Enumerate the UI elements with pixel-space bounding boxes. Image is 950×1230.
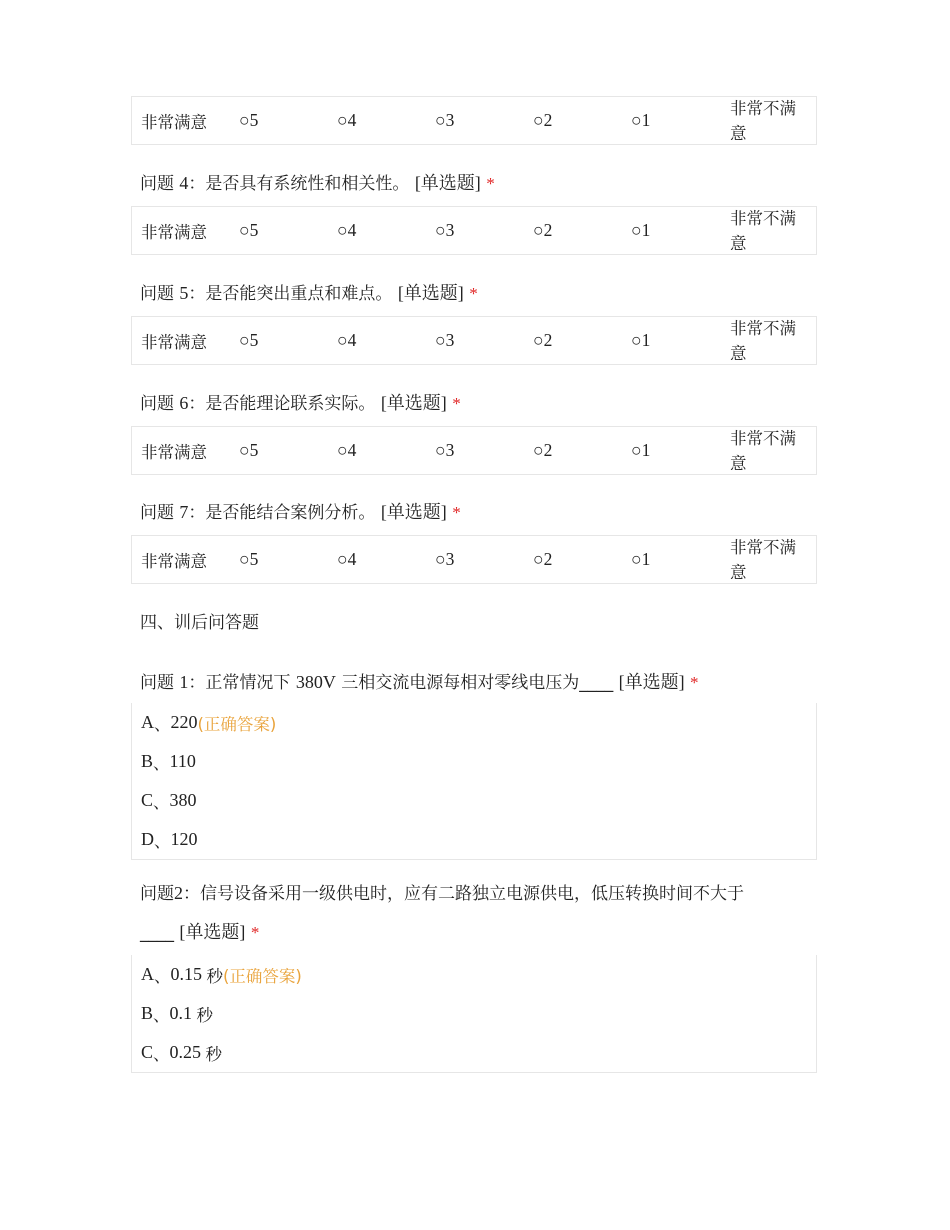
scale-right-label — [730, 317, 812, 364]
rating-scale-row — [131, 535, 817, 584]
rating-option-2[interactable]: ○2 — [533, 330, 553, 350]
scale-right-label — [730, 427, 812, 474]
rating-option-1[interactable]: ○1 — [631, 549, 651, 569]
rating-option-4[interactable]: ○4 — [337, 440, 357, 460]
option-a[interactable]: A 、 220 (正确答案) — [141, 712, 277, 734]
required-marker: * — [452, 394, 461, 413]
required-marker: * — [690, 673, 699, 692]
scale-right-label-line2: 意 — [730, 453, 747, 473]
question-7-title: 问题 7：是否能结合案例分析。 [单选题] * — [140, 502, 461, 523]
correct-answer-note: (正确答案) — [197, 714, 277, 734]
scale-right-label-line1: 非常不满 — [730, 318, 796, 338]
post-question-1-title: 问题 1：正常情况下 380V 三相交流电源每相对零线电压为____ [单选题] * — [140, 672, 699, 693]
rating-option-5[interactable]: ○5 — [239, 110, 259, 130]
scale-right-label — [730, 536, 812, 583]
post-question-2-title: 问题2：信号设备采用一级供电时，应有二路独立电源供电，低压转换时间不大于 ____ [单选题] * — [140, 883, 744, 943]
question-5-title: 问题 5：是否能突出重点和难点。 [单选题] * — [140, 283, 478, 304]
required-marker: * — [452, 503, 461, 522]
question-4-title: 问题 4：是否具有系统性和相关性。 [单选题] * — [140, 173, 495, 194]
rating-option-1[interactable]: ○1 — [631, 220, 651, 240]
rating-option-1[interactable]: ○1 — [631, 440, 651, 460]
rating-option-2[interactable]: ○2 — [533, 440, 553, 460]
scale-left-label: 非常满意 — [141, 222, 207, 242]
scale-right-label-line1: 非常不满 — [730, 537, 796, 557]
rating-option-4[interactable]: ○4 — [337, 330, 357, 350]
rating-scale-row — [131, 426, 817, 475]
option-b[interactable]: B 、 0.1 秒 — [141, 1003, 214, 1025]
rating-option-3[interactable]: ○3 — [435, 440, 455, 460]
rating-option-5[interactable]: ○5 — [239, 440, 259, 460]
rating-option-1[interactable]: ○1 — [631, 330, 651, 350]
scale-right-label-line1: 非常不满 — [730, 428, 796, 448]
rating-option-4[interactable]: ○4 — [337, 549, 357, 569]
rating-option-3[interactable]: ○3 — [435, 110, 455, 130]
rating-option-2[interactable]: ○2 — [533, 549, 553, 569]
scale-right-label — [730, 207, 812, 254]
scale-right-label-line2: 意 — [730, 233, 747, 253]
section-title: 四、训后问答题 — [140, 613, 259, 633]
scale-left-label: 非常满意 — [141, 551, 207, 571]
scale-left-label: 非常满意 — [141, 332, 207, 352]
rating-scale-row — [131, 316, 817, 365]
question-6-title: 问题 6：是否能理论联系实际。 [单选题] * — [140, 393, 461, 414]
scale-right-label — [730, 97, 812, 144]
scale-left-label: 非常满意 — [141, 442, 207, 462]
rating-option-5[interactable]: ○5 — [239, 220, 259, 240]
option-c[interactable]: C 、 380 — [141, 790, 197, 812]
rating-scale-row — [131, 96, 817, 145]
post-question-1-options — [131, 703, 817, 860]
rating-option-2[interactable]: ○2 — [533, 220, 553, 240]
rating-option-1[interactable]: ○1 — [631, 110, 651, 130]
scale-right-label-line1: 非常不满 — [730, 208, 796, 228]
scale-right-label-line2: 意 — [730, 562, 747, 582]
scale-left-label: 非常满意 — [141, 112, 207, 132]
option-c[interactable]: C 、 0.25 秒 — [141, 1042, 223, 1064]
post-question-2-options — [131, 955, 817, 1073]
rating-option-4[interactable]: ○4 — [337, 220, 357, 240]
option-a[interactable]: A 、 0.15 秒 (正确答案) — [141, 964, 302, 986]
scale-right-label-line1: 非常不满 — [730, 98, 796, 118]
rating-option-3[interactable]: ○3 — [435, 549, 455, 569]
scale-right-label-line2: 意 — [730, 123, 747, 143]
required-marker: * — [486, 174, 495, 193]
required-marker: * — [469, 284, 478, 303]
rating-option-3[interactable]: ○3 — [435, 220, 455, 240]
option-d[interactable]: D 、 120 — [141, 829, 198, 851]
correct-answer-note: (正确答案) — [223, 966, 302, 986]
option-b[interactable]: B 、 110 — [141, 751, 196, 773]
rating-option-5[interactable]: ○5 — [239, 549, 259, 569]
scale-right-label-line2: 意 — [730, 343, 747, 363]
rating-scale-row — [131, 206, 817, 255]
rating-option-3[interactable]: ○3 — [435, 330, 455, 350]
rating-option-2[interactable]: ○2 — [533, 110, 553, 130]
required-marker: * — [250, 923, 260, 942]
rating-option-4[interactable]: ○4 — [337, 110, 357, 130]
rating-option-5[interactable]: ○5 — [239, 330, 259, 350]
